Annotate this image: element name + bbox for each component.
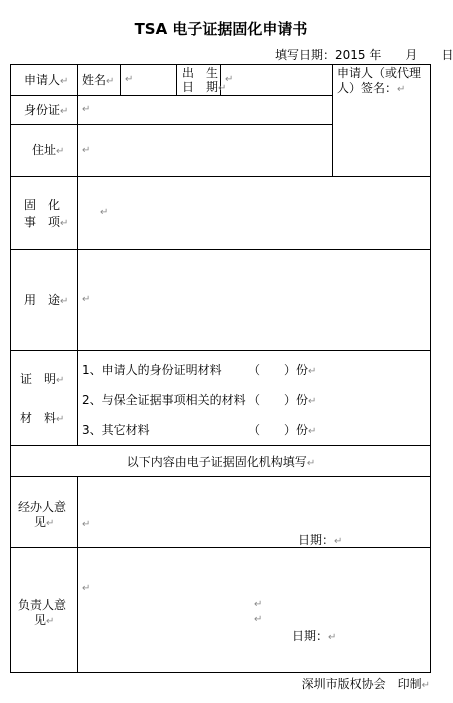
fill-date — [275, 49, 453, 61]
certificate-label-line1: 证 明↵ — [20, 372, 65, 386]
fill-date-day-unit: 日 — [441, 48, 453, 62]
fill-date-label: 填写日期： — [275, 48, 336, 62]
applicant-label: 申请人↵ — [24, 73, 69, 87]
handler-date-label: 日期：↵ — [298, 533, 343, 547]
material-item-3-count[interactable]: （ ）份↵ — [248, 423, 317, 437]
address-field[interactable]: ↵ — [82, 145, 91, 156]
fill-date-year: 2015 — [335, 48, 366, 62]
id-card-field[interactable]: ↵ — [82, 104, 91, 115]
birth-label-line1: 出 生 — [182, 66, 219, 80]
birth-label-line2: 日 期↵ — [182, 80, 227, 94]
handler-opinion-field[interactable]: ↵ — [82, 519, 91, 530]
fixation-field[interactable]: ↵ — [100, 207, 109, 218]
printer-footer: 深圳市版权协会 印制↵ — [301, 677, 430, 691]
fixation-label-line1: 固 化 — [24, 198, 61, 212]
fill-date-year-unit: 年 — [369, 48, 382, 62]
handler-label-line2: 见↵ — [34, 515, 55, 529]
manager-opinion-mark-2: ↵ — [254, 614, 263, 625]
document-title: TSA 电子证据固化申请书 — [134, 20, 308, 38]
material-item-3: 3、其它材料 — [82, 423, 150, 437]
signature-label-line2: 人）签名：↵ — [337, 81, 406, 95]
address-label: 住址↵ — [32, 143, 65, 157]
purpose-field[interactable]: ↵ — [82, 294, 91, 305]
manager-label-line1: 负责人意 — [18, 598, 67, 612]
material-item-1-count[interactable]: （ ）份↵ — [248, 363, 317, 377]
manager-label-line2: 见↵ — [34, 613, 55, 627]
fill-date-month-unit: 月 — [405, 48, 418, 62]
agency-note: 以下内容由电子证据固化机构填写↵ — [126, 455, 316, 469]
material-item-2-count[interactable]: （ ）份↵ — [248, 393, 317, 407]
signature-label-line1: 申请人（或代理 — [337, 66, 422, 80]
purpose-label: 用 途↵ — [24, 293, 69, 307]
manager-opinion-field[interactable]: ↵ — [82, 583, 91, 594]
material-item-2: 2、与保全证据事项相关的材料 — [82, 393, 246, 407]
handler-label-line1: 经办人意 — [18, 500, 67, 514]
material-item-1: 1、申请人的身份证明材料 — [82, 363, 222, 377]
fixation-label-line2: 事 项↵ — [24, 215, 69, 229]
certificate-label-line2: 材 料↵ — [20, 411, 65, 425]
birth-date-field[interactable]: ↵ — [225, 74, 234, 85]
name-label: 姓名↵ — [82, 73, 115, 87]
manager-opinion-mark-1: ↵ — [254, 599, 263, 610]
id-card-label: 身份证↵ — [24, 103, 69, 117]
name-field[interactable]: ↵ — [125, 74, 134, 85]
manager-date-label: 日期：↵ — [292, 629, 337, 643]
